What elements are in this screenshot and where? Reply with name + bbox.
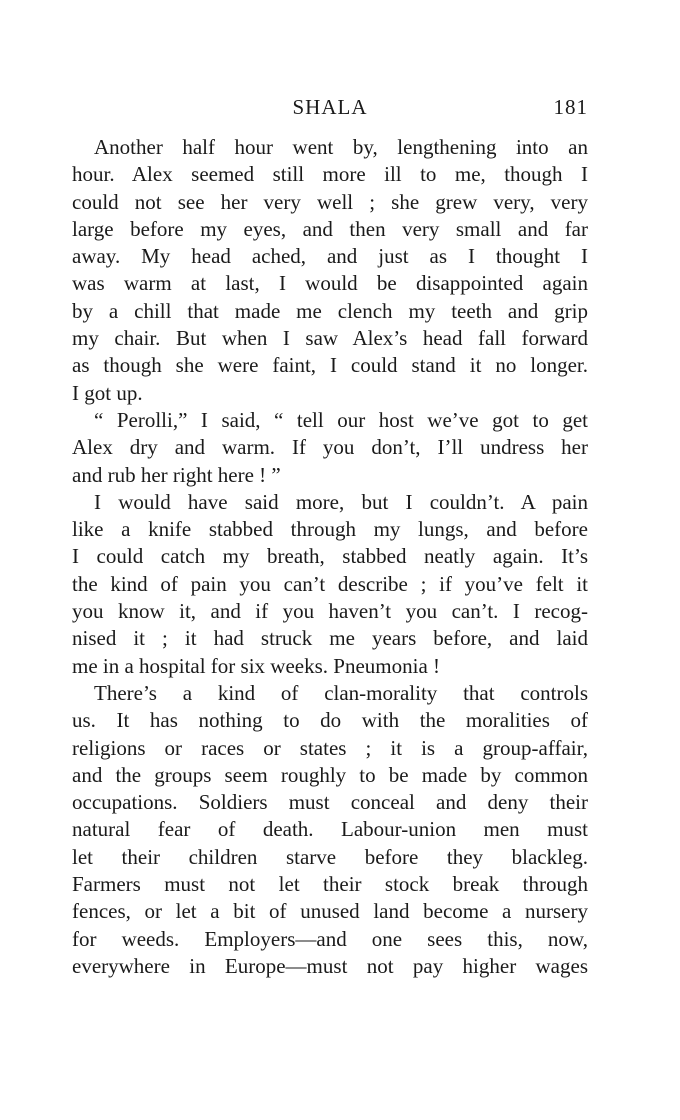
page-header [72,95,588,125]
text-line: you know it, and if you haven’t you can’t. I recog- [72,599,588,624]
text-line: the kind of pain you can’t describe ; if you’ve felt it [72,571,588,596]
text-line: everywhere in Europe—must not pay higher wages [72,953,588,978]
page-number: 181 [553,95,588,119]
text-line: away. My head ached, and just as I thought I [72,244,588,269]
text-line: large before my eyes, and then very small and far [72,216,588,241]
text-line: hour. Alex seemed still more ill to me, though I [72,162,588,187]
text-line: natural fear of death. Labour-union men must [72,817,588,842]
text-line: Another half hour went by, lengthening into an [94,135,588,159]
text-line: Alex dry and warm. If you don’t, I’ll undress her [72,435,588,460]
text-line: my chair. But when I saw Alex’s head fall forward [72,326,588,351]
running-head: SHALA [292,95,368,119]
text-line: us. It has nothing to do with the moralities of [72,708,588,733]
text-line: religions or races or states ; it is a group-affair, [72,735,588,760]
text-line: let their children starve before they blackleg. [72,844,588,869]
text-line: by a chill that made me clench my teeth and grip [72,298,588,323]
text-line: Farmers must not let their stock break through [72,872,588,897]
text-line: I could catch my breath, stabbed neatly again. It’s [72,544,588,569]
text-line: as though she were faint, I could stand it no longer. [72,353,588,378]
text-line: occupations. Soldiers must conceal and deny their [72,790,588,815]
body-text [72,134,588,980]
text-line: and the groups seem roughly to be made by common [72,762,588,787]
text-line: me in a hospital for six weeks. Pneumonia ! [72,653,441,678]
text-line: I would have said more, but I couldn’t. A pain [94,489,588,514]
text-line: “ Perolli,” I said, “ tell our host we’ve got to get [94,407,588,432]
text-line: I got up. [72,380,143,405]
text-line: was warm at last, I would be disappointed again [72,271,588,296]
text-line: could not see her very well ; she grew very, very [72,189,588,214]
text-line: fences, or let a bit of unused land become a nursery [72,899,588,924]
text-line: for weeds. Employers—and one sees this, now, [72,926,588,951]
text-line: and rub her right here ! ” [72,462,281,487]
text-line: There’s a kind of clan-morality that controls [94,680,588,705]
text-line: like a knife stabbed through my lungs, and before [72,517,588,542]
text-line: nised it ; it had struck me years before, and laid [72,626,588,651]
